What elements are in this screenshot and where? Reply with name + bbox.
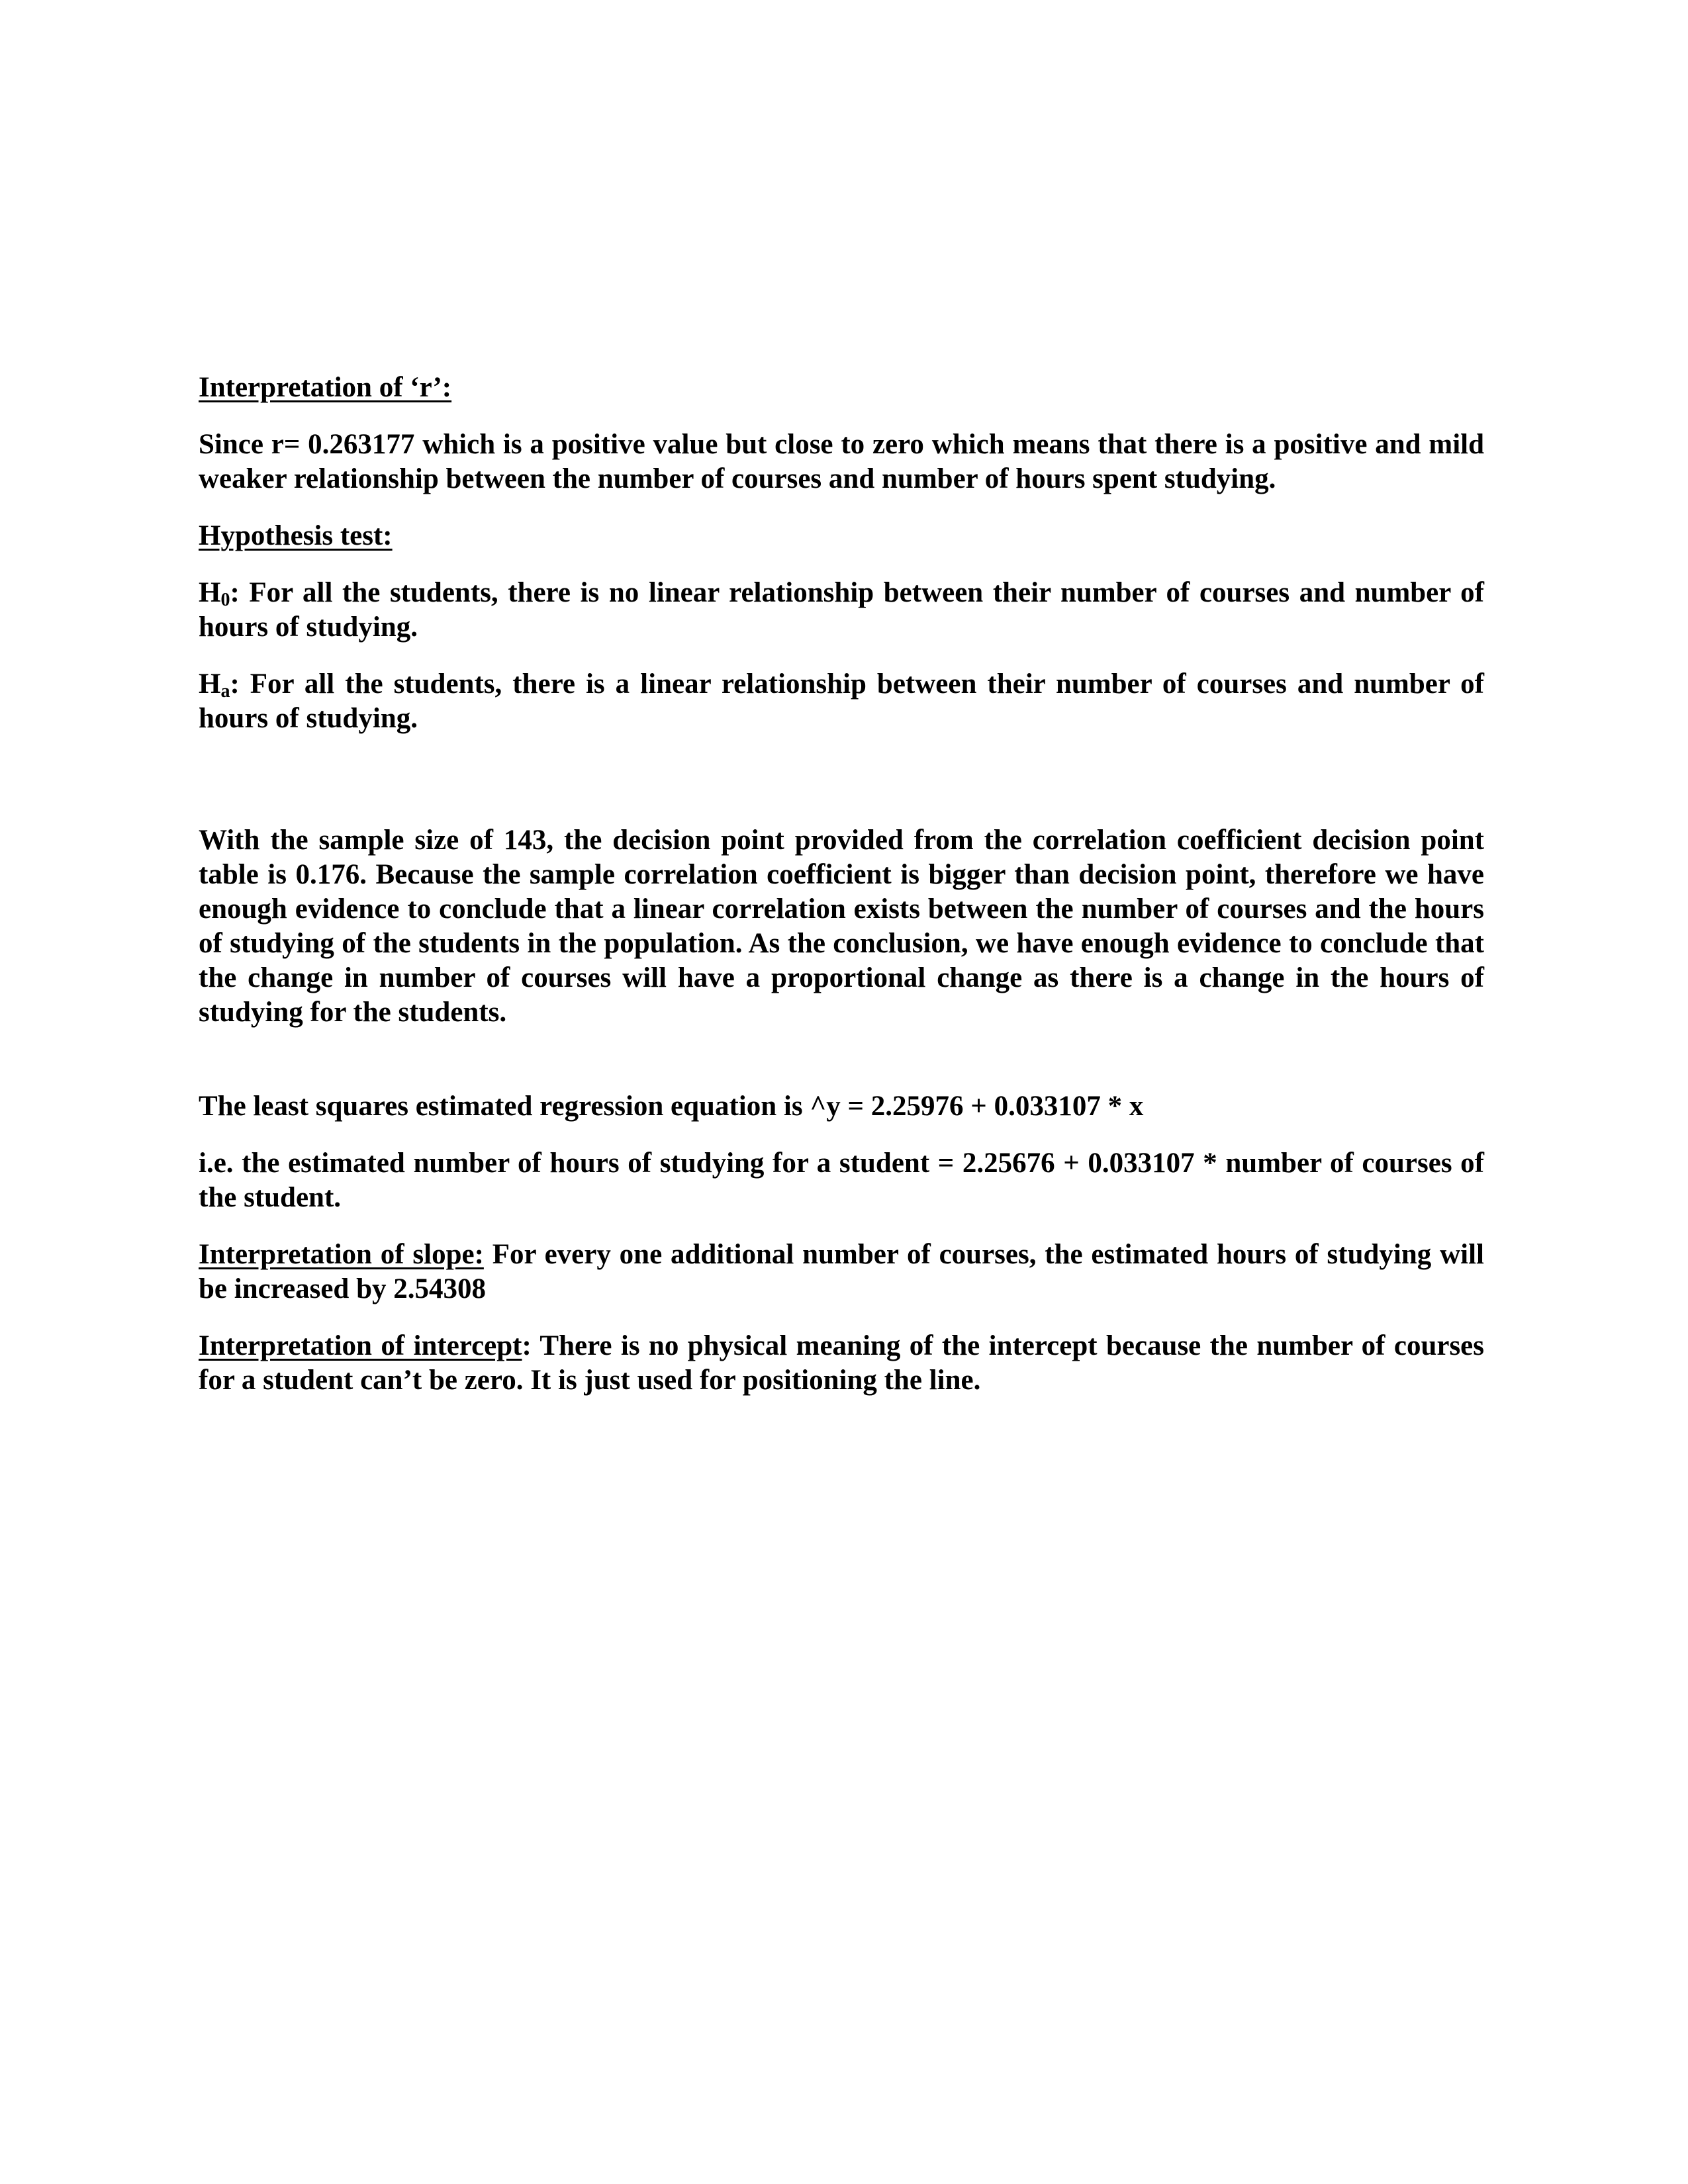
ha-text: : For all the students, there is a linear relationship between their number of courses and number of hours of studying. bbox=[199, 668, 1484, 734]
intercept-text: : There is no physical meaning of the intercept because the number of courses for a student can’t be zero. It is just used for positioning the line. bbox=[199, 1330, 1484, 1396]
document-page bbox=[199, 371, 1484, 1398]
regression-explanation: i.e. the estimated number of hours of studying for a student = 2.25676 + 0.033107 * number of courses of the student. bbox=[199, 1148, 1484, 1213]
h0-subscript: 0 bbox=[220, 590, 230, 610]
intercept-label: Interpretation of intercept bbox=[199, 1330, 522, 1361]
h0-text: : For all the students, there is no linear relationship between their number of courses and number of hours of studying. bbox=[199, 577, 1484, 643]
hypothesis-heading: Hypothesis test: bbox=[199, 520, 393, 551]
slope-label: Interpretation of slope: bbox=[199, 1239, 484, 1270]
h0-symbol: H bbox=[199, 577, 221, 608]
r-interpretation-text: Since r= 0.263177 which is a positive value but close to zero which means that there is a positive and mild weaker relationship between the number of courses and number of hours spent studying. bbox=[199, 429, 1484, 494]
regression-equation: The least squares estimated regression equation is ^y = 2.25976 + 0.033107 * x bbox=[199, 1091, 1144, 1122]
null-hypothesis bbox=[199, 576, 1484, 645]
alternative-hypothesis bbox=[199, 667, 1484, 736]
ha-subscript: a bbox=[220, 681, 230, 702]
decision-paragraph: With the sample size of 143, the decision point provided from the correlation coefficient decision point table is 0.176. Because the sample correlation coefficient is bigger than decision point, therefore we have enough evidence to conclude that a linear correlation exists between the number of courses and the hours of studying of the students in the population. As the conclusion, we have enough evidence to conclude that the change in number of courses will have a proportional change as there is a change in the hours of studying for the students. bbox=[199, 825, 1484, 1028]
ha-symbol: H bbox=[199, 668, 221, 700]
intercept-interpretation bbox=[199, 1329, 1484, 1398]
slope-interpretation bbox=[199, 1238, 1484, 1306]
slope-text: For every one additional number of courses, the estimated hours of studying will be increased by 2.54308 bbox=[199, 1239, 1484, 1304]
r-interpretation-heading: Interpretation of ‘r’: bbox=[199, 372, 452, 403]
